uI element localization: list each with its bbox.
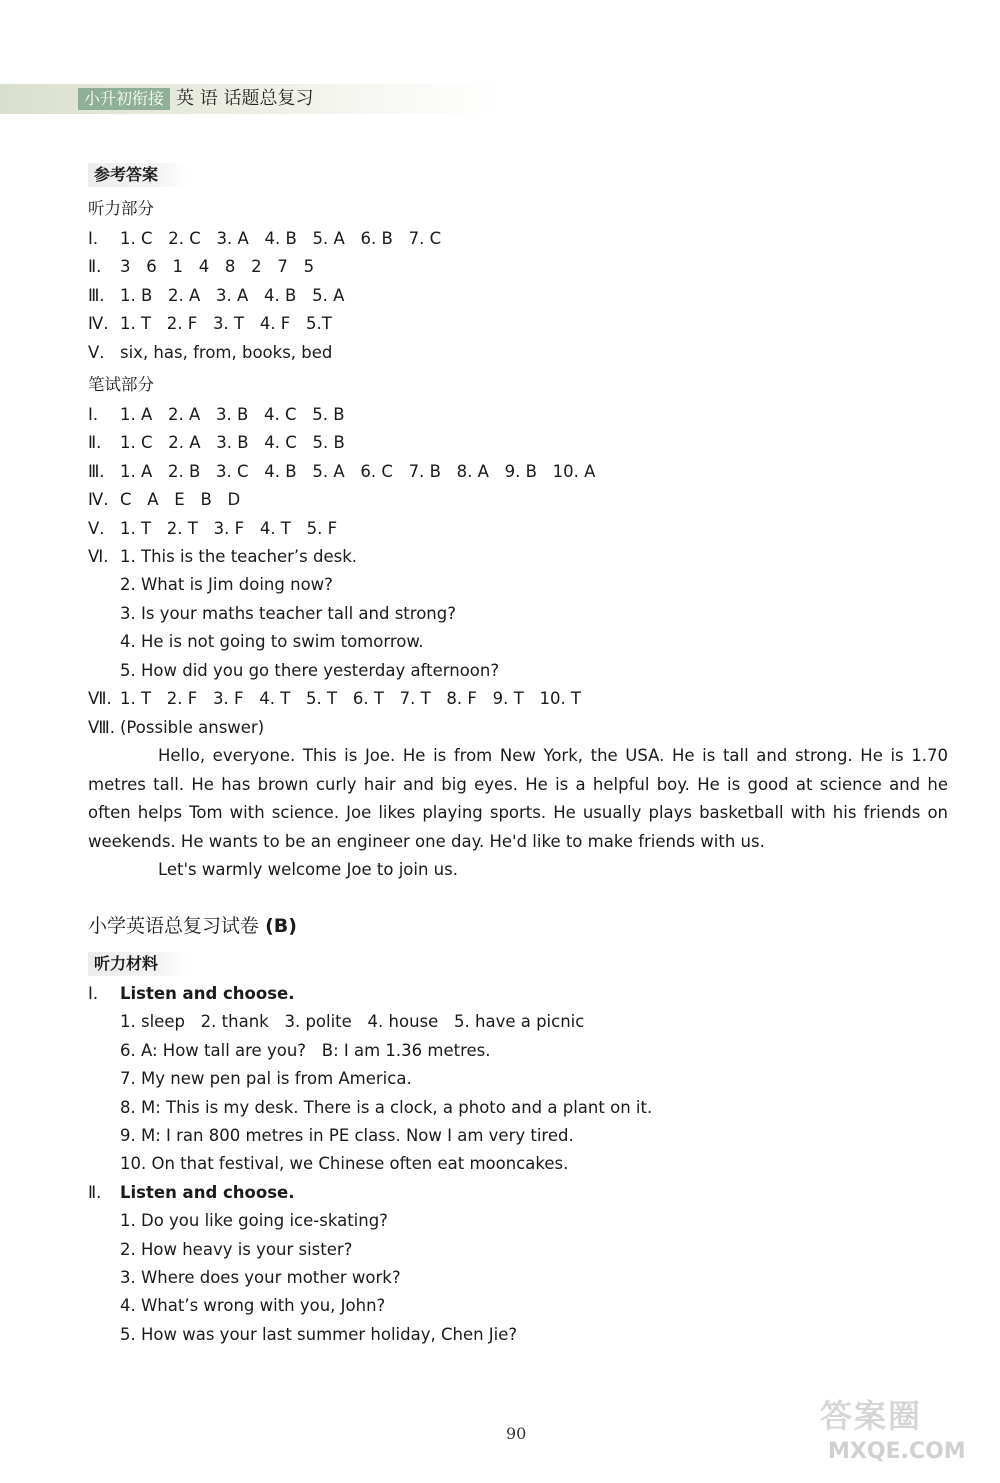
answer-subline: 2. What is Jim doing now? <box>120 575 333 595</box>
listening-material-part-1 <box>88 980 958 1179</box>
answer-row <box>88 714 958 742</box>
roman-numeral: Ⅶ. <box>88 689 112 709</box>
watermark-logo-text: 答案圈 <box>820 1397 923 1435</box>
test-b-title-tag: (B) <box>265 914 297 937</box>
listening-heading: 听力部分 <box>88 199 154 218</box>
answer-row <box>88 458 958 486</box>
answer-text: 1. C 2. A 3. B 4. C 5. B <box>120 433 345 453</box>
answer-text: 3 6 1 4 8 2 7 5 <box>120 257 315 277</box>
watermark-logo <box>820 1394 990 1476</box>
roman-numeral: Ⅴ. <box>88 342 105 362</box>
roman-numeral: Ⅰ. <box>88 229 99 248</box>
listening-answers <box>88 225 958 367</box>
answer-row <box>88 543 958 571</box>
answer-row <box>88 253 958 281</box>
roman-numeral: Ⅰ. <box>88 983 99 1003</box>
roman-numeral: Ⅰ. <box>88 405 99 425</box>
part-heading <box>88 1179 958 1207</box>
answers-title: 参考答案 <box>88 163 188 187</box>
answer-row <box>88 515 958 543</box>
written-heading: 笔试部分 <box>88 375 154 395</box>
answer-row <box>88 282 958 310</box>
answer-subline: 3. Is your maths teacher tall and strong? <box>120 603 456 623</box>
material-line: 10. On that festival, we Chinese often eat mooncakes. <box>120 1154 569 1174</box>
answer-text: 1. B 2. A 3. A 4. B 5. A <box>120 285 345 305</box>
material-line: 7. My new pen pal is from America. <box>120 1069 412 1089</box>
answer-text: 1. This is the teacher’s desk. <box>120 547 358 567</box>
answer-row <box>88 339 958 367</box>
material-line: 9. M: I ran 800 metres in PE class. Now I am very tired. <box>120 1125 574 1145</box>
part-heading <box>88 980 958 1008</box>
answer-row <box>88 310 958 338</box>
answer-subline: 4. He is not going to swim tomorrow. <box>120 632 424 652</box>
answer-text: (Possible answer) <box>120 717 265 737</box>
roman-numeral: Ⅴ. <box>88 518 105 538</box>
book-subtitle: 英 语 话题总复习 <box>176 88 314 109</box>
roman-numeral: Ⅳ. <box>88 314 109 334</box>
material-line: 5. How was your last summer holiday, Chen Jie? <box>120 1324 518 1344</box>
answer-row <box>88 486 958 514</box>
test-b-title <box>88 909 958 943</box>
roman-numeral: Ⅱ. <box>88 257 102 277</box>
material-line: 2. How heavy is your sister? <box>120 1239 353 1259</box>
answer-text: 1. C 2. C 3. A 4. B 5. A 6. B 7. C <box>120 229 442 248</box>
answer-subline: 5. How did you go there yesterday afternoon? <box>120 660 500 680</box>
roman-numeral: Ⅲ. <box>88 285 105 305</box>
answer-text: 1. A 2. A 3. B 4. C 5. B <box>120 405 345 425</box>
written-answers <box>88 401 958 885</box>
answer-text: 1. T 2. F 3. F 4. T 5. T 6. T 7. T 8. F 9. T 10. T <box>120 689 582 709</box>
answer-text: 1. A 2. B 3. C 4. B 5. A 6. C 7. B 8. A 9. B 10. A <box>120 461 596 481</box>
roman-numeral: Ⅱ. <box>88 433 102 453</box>
material-line: 6. A: How tall are you? B: I am 1.36 metres. <box>120 1040 491 1060</box>
listening-material-heading: 听力材料 <box>88 952 188 976</box>
test-b-title-text: 小学英语总复习试卷 <box>88 914 260 937</box>
roman-numeral: Ⅱ. <box>88 1182 102 1202</box>
answer-row <box>88 401 958 429</box>
sample-essay-closing: Let's warmly welcome Joe to join us. <box>158 860 458 880</box>
watermark-url: MXQE.COM <box>828 1439 966 1464</box>
material-line: 1. sleep 2. thank 3. polite 4. house 5. have a picnic <box>120 1012 585 1032</box>
answer-text: 1. T 2. F 3. T 4. F 5.T <box>120 314 332 334</box>
answer-text: six, has, from, books, bed <box>120 342 333 362</box>
material-line: 8. M: This is my desk. There is a clock, a photo and a plant on it. <box>120 1097 653 1117</box>
material-line: 1. Do you like going ice-skating? <box>120 1211 388 1231</box>
sample-essay-paragraph: Hello, everyone. This is Joe. He is from New York, the USA. He is tall and strong. He is 1.70 metres tall. He has brown curly hair and big eyes. He is a helpful boy. He is good at science and he often helps Tom with science. Joe likes playing sports. He usually plays basketball with his friends on weekends. He wants to be an engineer one day. He'd like to make friends with us. <box>88 745 948 851</box>
roman-numeral: Ⅷ. <box>88 717 115 737</box>
roman-numeral: Ⅵ. <box>88 547 109 567</box>
material-line: 3. Where does your mother work? <box>120 1267 401 1287</box>
listening-material-part-2 <box>88 1179 958 1349</box>
roman-numeral: Ⅳ. <box>88 490 109 510</box>
answer-row <box>88 685 958 713</box>
answer-row <box>88 225 958 253</box>
material-line: 4. What’s wrong with you, John? <box>120 1296 386 1316</box>
answer-text: 1. T 2. T 3. F 4. T 5. F <box>120 518 338 538</box>
part-title: Listen and choose. <box>120 1182 295 1202</box>
page-content <box>88 160 958 1349</box>
part-title: Listen and choose. <box>120 983 295 1003</box>
book-series-tag: 小升初衔接 <box>78 88 170 110</box>
roman-numeral: Ⅲ. <box>88 461 105 481</box>
page-number: 90 <box>506 1424 527 1443</box>
answer-row <box>88 429 958 457</box>
answer-text: C A E B D <box>120 490 241 510</box>
